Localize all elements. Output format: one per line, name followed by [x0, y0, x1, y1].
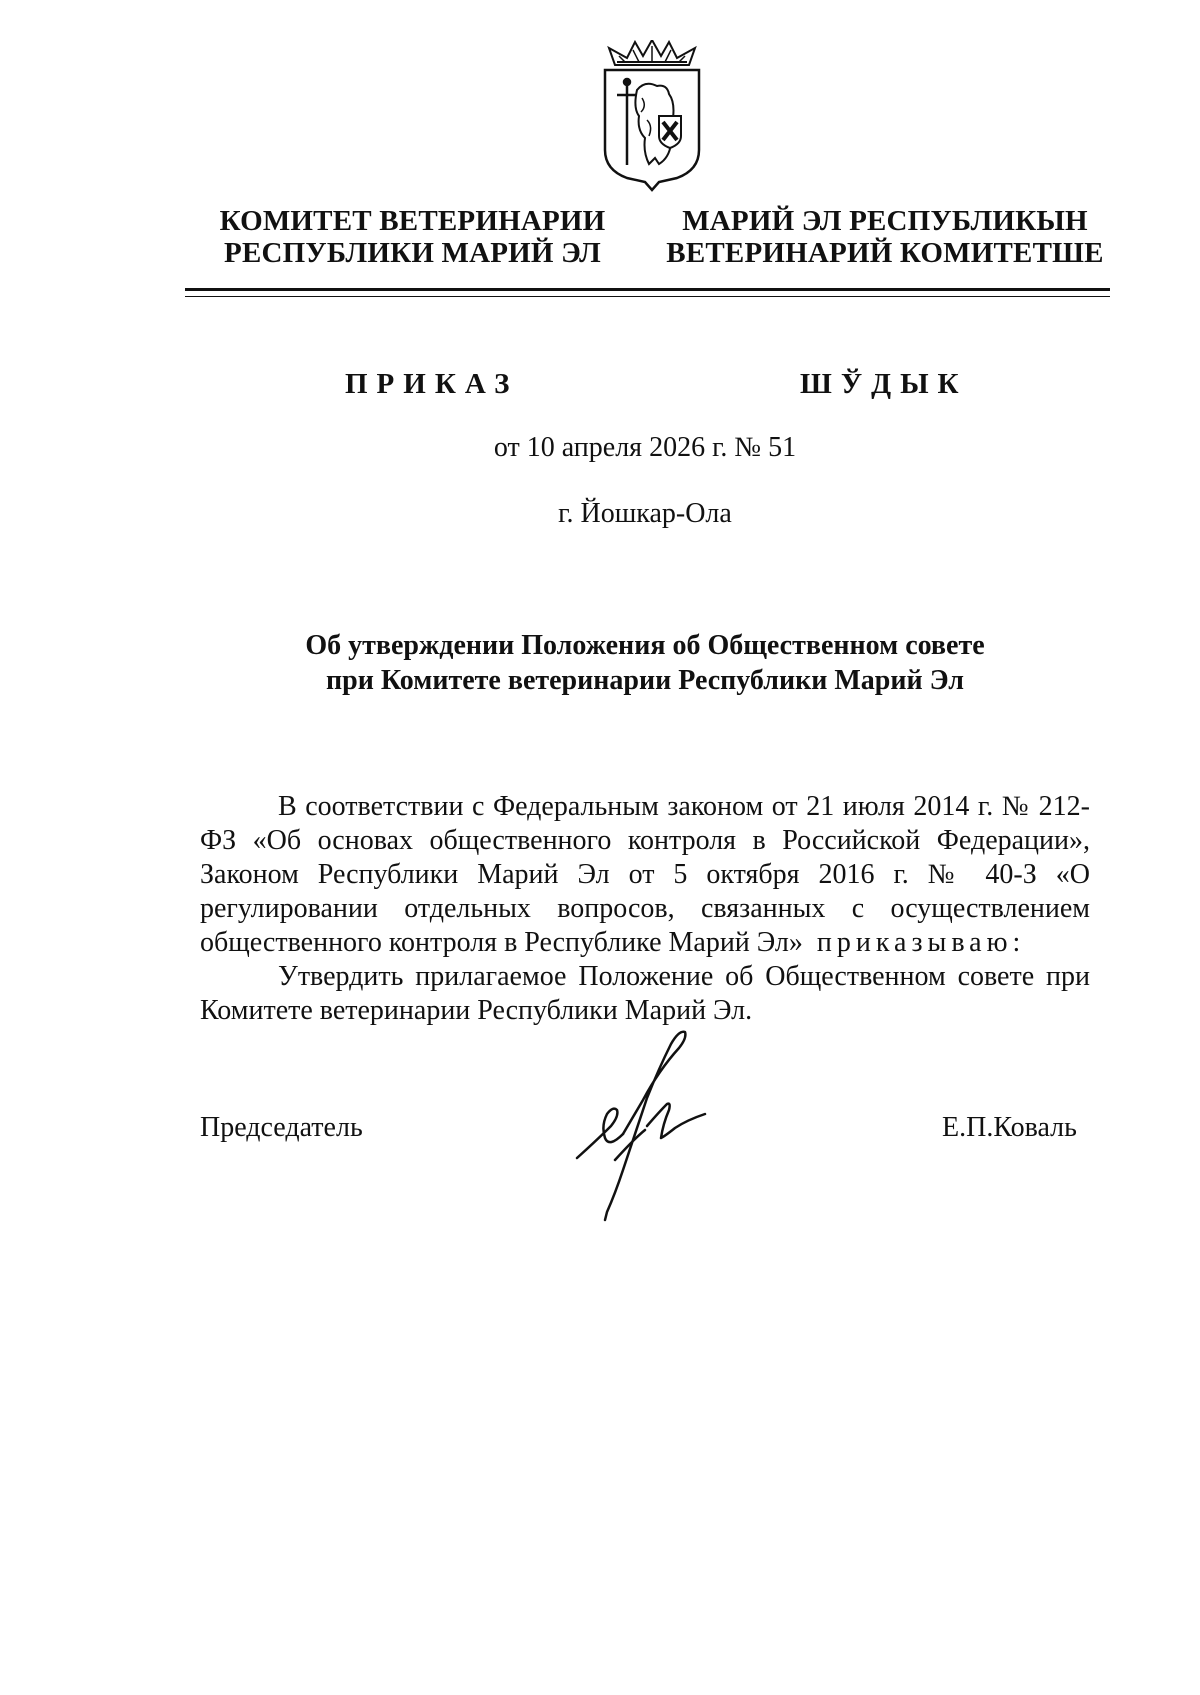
document-date-number: от 10 апреля 2026 г. № 51 — [493, 432, 797, 463]
coat-of-arms-icon — [597, 40, 707, 200]
doc-type-mari: ШЎДЫК — [800, 368, 968, 400]
signatory-position: Председатель — [200, 1112, 363, 1143]
org-ru-line2: РЕСПУБЛИКИ МАРИЙ ЭЛ — [224, 237, 601, 269]
org-mari-line1: МАРИЙ ЭЛ РЕСПУБЛИКЫН — [682, 205, 1088, 237]
order-word: приказываю: — [816, 927, 1026, 958]
org-name-mari — [665, 205, 1105, 269]
title-line1: Об утверждении Положения об Общественном совете — [305, 630, 985, 661]
document-body — [200, 790, 1090, 1028]
signatory-name: Е.П.Коваль — [942, 1112, 1077, 1143]
document-title — [150, 628, 1140, 698]
header-divider-thick — [185, 288, 1110, 291]
doc-type-russian: ПРИКАЗ — [345, 368, 519, 400]
handwritten-signature — [575, 1030, 745, 1230]
title-line2: при Комитете ветеринарии Республики Марий Эл — [326, 665, 964, 696]
header-divider-thin — [185, 296, 1110, 297]
body-paragraph-2: Утвердить прилагаемое Положение об Общественном совете при Комитете ветеринарии Республики Марий Эл. — [200, 961, 1090, 1026]
org-name-russian — [215, 205, 610, 269]
body-paragraph-1 — [200, 790, 1090, 960]
document-city: г. Йошкар-Ола — [558, 498, 732, 529]
org-mari-line2: ВЕТЕРИНАРИЙ КОМИТЕТШЕ — [666, 237, 1104, 269]
body-p1-text: В соответствии с Федеральным законом от 21 июля 2014 г. № 212-ФЗ «Об основах общественного контроля в Российской Федерации», Законом Республики Марий Эл от 5 октября 2016 г. № 40-З «О регулировании отдельных вопросов, связанных с осуществлением общественного контроля в Республике Марий Эл» — [200, 791, 1090, 958]
org-ru-line1: КОМИТЕТ ВЕТЕРИНАРИИ — [219, 205, 606, 237]
